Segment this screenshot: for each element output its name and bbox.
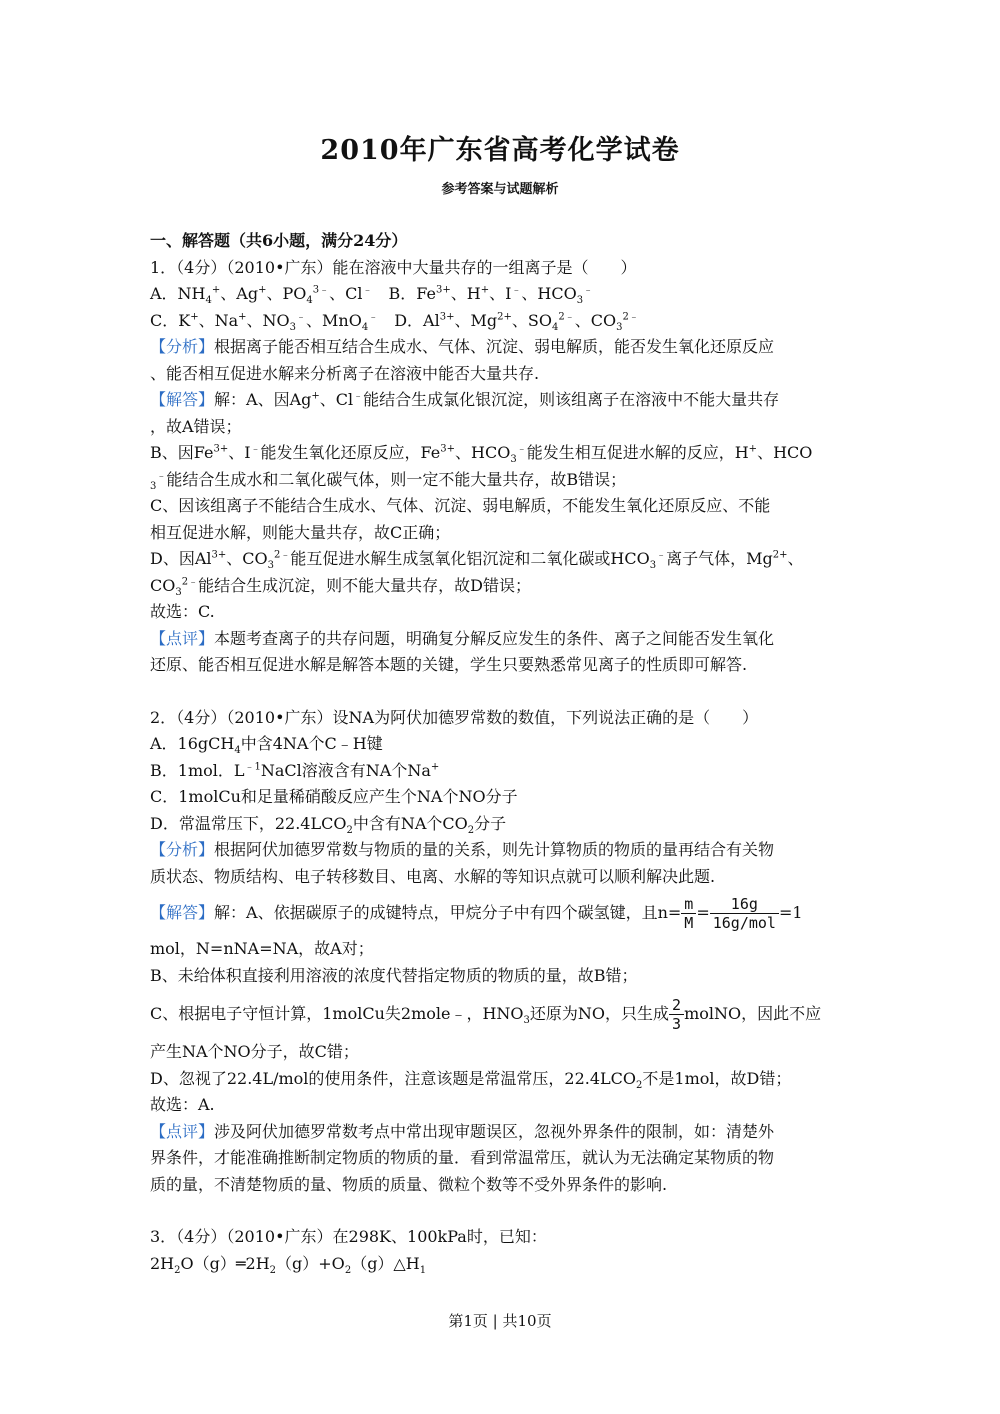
page-title: 2010年广东省高考化学试卷 [320, 135, 680, 166]
analysis-tag: 【分析】 [150, 337, 215, 356]
q1-options-cd: C．K+、Na+、$NO_3^﹣$、MnO$_4$﹣ D．$Al^{3+}$、$Mg^{2+}$、$SO_4^{2﹣}$、$CO_3^{2﹣}$ [150, 310, 639, 333]
page-subtitle: 参考答案与试题解析 [441, 182, 559, 197]
q1-answer-line: ，故A错误； [150, 416, 242, 436]
fraction-m-over-M: $\frac{m}{M}$ [681, 895, 696, 932]
fraction-16g: $\frac{16g}{\text{16g/mol}}$ [710, 895, 779, 932]
q1-answer-line: $CO_3^{2﹣}$能结合生成沉淀，则不能大量共存，故D错误； [150, 575, 531, 598]
q2-answer-line: D、忽视了22.4L/mol的使用条件，注意该题是常温常压，$22.4LCO_2$不是1mol，故D错； [150, 1068, 792, 1091]
q2-answer: 【解答】解：A、依据碳原子的成键特点，甲烷分子中有四个碳氢键，且n= $\frac{m}{M}$ = $\frac{16g}{\text{16g/mol}}$ =1 [150, 895, 803, 932]
q1-answer-line: B、因$Fe^{3+}$、I﹣能发生氧化还原反应，$Fe^{3+}$、$HCO_3^﹣$能发生相互促进水解的反应，H+、HCO [150, 443, 813, 466]
q2-answer-line: 产生NA个NO分子，故C错； [150, 1042, 359, 1061]
q1-answer-line: 相互促进水解，则能大量共存，故C正确； [150, 522, 451, 542]
q2-analysis-cont: 质状态、物质结构、电子转移数目、电离、水解的等知识点就可以顺利解决此题. [150, 866, 716, 886]
q2-answer-line: C、根据电子守恒计算，1molCu失2mole﹣，$HNO_3$还原为NO，只生成 $\frac{2}{3}$ molNO，因此不应 [150, 996, 822, 1033]
fraction-2-3: $\frac{2}{3}$ [669, 996, 684, 1033]
q1-choice: 故选：C. [150, 602, 215, 621]
q1-answer-line: D、因$Al^{3+}$、$CO_3^{2﹣}$能互促进水解生成氢氧化铝沉淀和二氧化碳或$HCO_3^﹣$离子气体，$Mg^{2+}$、 [150, 549, 804, 572]
q1-answer-line: $_3$﹣能结合生成水和二氧化碳气体，则一定不能大量共存，故B错误； [150, 469, 627, 492]
q2-comment-cont: 界条件，才能准确推断制定物质的物质的量．看到常温常压，就认为无法确定某物质的物 [150, 1148, 775, 1167]
q2-comment-cont: 质的量，不清楚物质的量、物质的质量、微粒个数等不受外界条件的影响. [150, 1174, 668, 1194]
q1-options-ab: A．$NH_4^+$、Ag+、$PO_4^{3﹣}$、Cl﹣ B．$Fe^{3+}$、H+、I﹣、$HCO_3^﹣$ [150, 284, 594, 307]
q2-option-a: A．16gCH$_4$中含4NA个C﹣H键 [150, 734, 383, 757]
q3-stem: 3．（4分）（2010•广东）在298K、100kPa时，已知： [150, 1227, 547, 1246]
answer-tag: 【解答】 [150, 390, 215, 409]
document-body [150, 228, 860, 1277]
q1-analysis: 【分析】根据离子能否相互结合生成水、气体、沉淀、弱电解质，能否发生氧化还原反应 [150, 337, 775, 356]
q2-option-d: D．常温常压下，$22.4LCO_2$中含有NA个$CO_2$分子 [150, 813, 507, 836]
q1-comment-cont: 还原、能否相互促进水解是解答本题的关键，学生只要熟悉常见离子的性质即可解答. [150, 655, 748, 674]
q2-stem: 2．（4分）（2010•广东）设NA为阿伏加德罗常数的数值，下列说法正确的是（ ） [150, 707, 759, 727]
comment-tag: 【点评】 [150, 1121, 215, 1141]
q1-analysis-cont: 、能否相互促进水解来分析离子在溶液中能否大量共存. [150, 363, 540, 383]
q2-comment: 【点评】涉及阿伏加德罗常数考点中常出现审题误区，忽视外界条件的限制，如：清楚外 [150, 1121, 775, 1141]
page-footer: 第1页 | 共10页 [448, 1312, 552, 1330]
q1-answer-line: C、因该组离子不能结合生成水、气体、沉淀、弱电解质，不能发生氧化还原反应、不能 [150, 496, 771, 515]
q2-choice: 故选：A. [150, 1095, 215, 1114]
q2-option-c: C．1molCu和足量稀硝酸反应产生个NA个NO分子 [150, 787, 518, 806]
section-heading: 一、解答题（共6小题，满分24分） [150, 231, 408, 250]
q2-answer-line: B、未给体积直接利用溶液的浓度代替指定物质的物质的量，故B错； [150, 965, 638, 985]
q2-option-b: B．1mol．$L^{﹣1}NaCl$溶液含有NA个Na+ [150, 760, 440, 780]
q1-comment: 【点评】本题考查离子的共存问题，明确复分解反应发生的条件、离子之间能否发生氧化 [150, 628, 775, 648]
comment-tag: 【点评】 [150, 628, 215, 648]
q1-stem: 1．（4分）（2010•广东）能在溶液中大量共存的一组离子是（ ） [150, 257, 637, 277]
q3-equation: $2H_2O(g)═2H_2(g)+O_2(g)\triangle H_1$ [150, 1253, 427, 1276]
analysis-tag: 【分析】 [150, 840, 215, 859]
answer-tag: 【解答】 [150, 903, 215, 922]
q2-answer-line: mol，N=nNA=NA，故A对； [150, 939, 374, 958]
q2-analysis: 【分析】根据阿伏加德罗常数与物质的量的关系，则先计算物质的物质的量再结合有关物 [150, 840, 775, 859]
q1-answer: 【解答】解：A、因Ag+、Cl﹣能结合生成氯化银沉淀，则该组离子在溶液中不能大量共存 [150, 390, 780, 409]
